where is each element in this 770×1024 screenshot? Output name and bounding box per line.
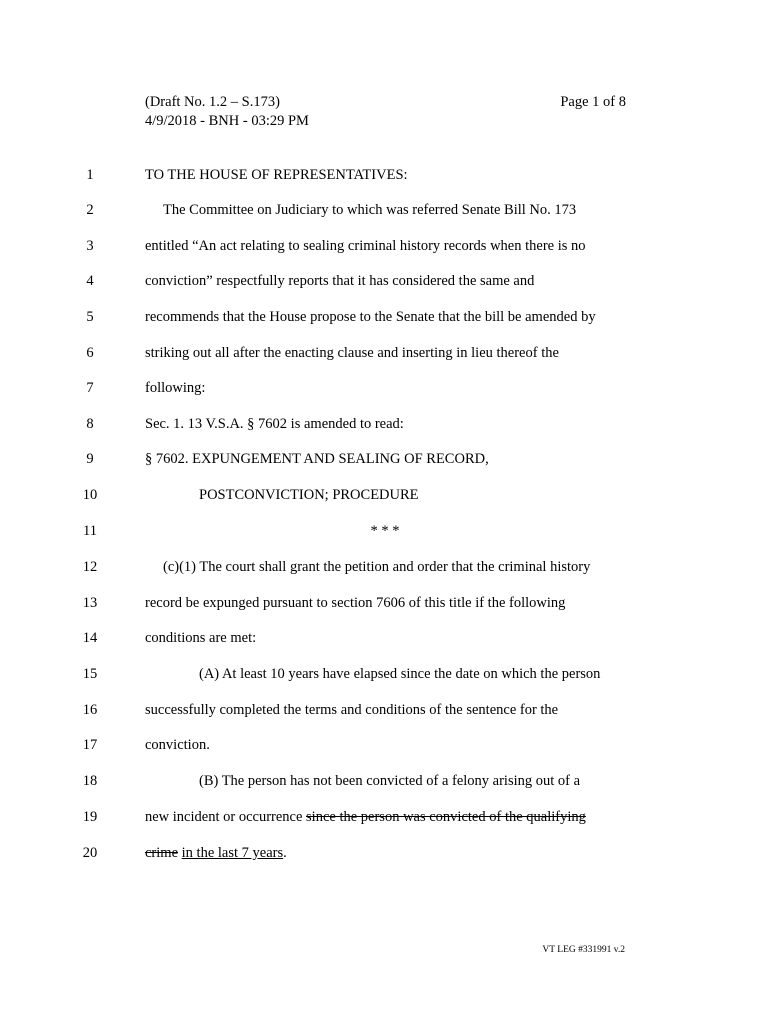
text-line bbox=[0, 771, 770, 791]
text-line bbox=[0, 343, 770, 363]
line-number: 17 bbox=[82, 737, 98, 753]
line-text: striking out all after the enacting clause and inserting in lieu thereof the bbox=[145, 345, 559, 361]
inserted-text: in the last 7 years bbox=[181, 845, 284, 861]
line-text: record be expunged pursuant to section 7606 of this title if the following bbox=[145, 595, 566, 611]
line-text: following: bbox=[145, 380, 206, 396]
text-line bbox=[0, 200, 770, 220]
line-number: 15 bbox=[82, 666, 98, 682]
draft-label: (Draft No. 1.2 – S.173) bbox=[145, 94, 280, 110]
draft-date: 4/9/2018 - BNH - 03:29 PM bbox=[145, 113, 309, 129]
text-line bbox=[0, 521, 770, 541]
text-line bbox=[0, 449, 770, 469]
section-separator: * * * bbox=[370, 523, 400, 539]
line-number: 6 bbox=[86, 345, 94, 361]
text-line bbox=[0, 485, 770, 505]
page-number: Page 1 of 8 bbox=[560, 94, 626, 110]
text-line bbox=[0, 307, 770, 327]
line-text: conditions are met: bbox=[145, 630, 257, 646]
line-text: (A) At least 10 years have elapsed since the date on which the person bbox=[199, 666, 601, 682]
line-text: Sec. 1. 13 V.S.A. § 7602 is amended to read: bbox=[145, 416, 404, 432]
text-line bbox=[0, 593, 770, 613]
line-number: 1 bbox=[86, 167, 94, 183]
struck-text: since the person was convicted of the qualifying bbox=[306, 809, 586, 825]
text-line bbox=[0, 378, 770, 398]
line-number: 2 bbox=[86, 202, 94, 218]
line-number: 4 bbox=[86, 273, 94, 289]
text-line bbox=[0, 557, 770, 577]
text-line bbox=[0, 807, 770, 827]
line-number: 18 bbox=[82, 773, 98, 789]
line-text: TO THE HOUSE OF REPRESENTATIVES: bbox=[145, 167, 408, 183]
line-text: successfully completed the terms and conditions of the sentence for the bbox=[145, 702, 559, 718]
line-number: 16 bbox=[82, 702, 98, 718]
line-text: § 7602. EXPUNGEMENT AND SEALING OF RECORD, bbox=[145, 451, 489, 467]
line-text bbox=[145, 807, 586, 827]
line-text-tail: . bbox=[283, 845, 287, 861]
line-text: The Committee on Judiciary to which was referred Senate Bill No. 173 bbox=[163, 202, 577, 218]
line-number: 8 bbox=[86, 416, 94, 432]
line-number: 20 bbox=[82, 845, 98, 861]
text-line bbox=[0, 843, 770, 863]
line-text-kept: new incident or occurrence bbox=[145, 809, 307, 825]
line-text: entitled “An act relating to sealing criminal history records when there is no bbox=[145, 238, 586, 254]
text-line bbox=[0, 271, 770, 291]
line-number: 10 bbox=[82, 487, 98, 503]
line-text: (c)(1) The court shall grant the petition and order that the criminal history bbox=[163, 559, 591, 575]
line-number: 19 bbox=[82, 809, 98, 825]
line-number: 13 bbox=[82, 595, 98, 611]
line-text: (B) The person has not been convicted of a felony arising out of a bbox=[199, 773, 581, 789]
text-line bbox=[0, 664, 770, 684]
line-number: 7 bbox=[86, 380, 94, 396]
text-line bbox=[0, 700, 770, 720]
line-text: conviction” respectfully reports that it has considered the same and bbox=[145, 273, 535, 289]
struck-text: crime bbox=[145, 845, 179, 861]
line-number: 12 bbox=[82, 559, 98, 575]
line-text: recommends that the House propose to the Senate that the bill be amended by bbox=[145, 309, 596, 325]
text-line bbox=[0, 735, 770, 755]
line-text: POSTCONVICTION; PROCEDURE bbox=[199, 487, 419, 503]
text-line bbox=[0, 628, 770, 648]
line-number: 5 bbox=[86, 309, 94, 325]
line-number: 14 bbox=[82, 630, 98, 646]
text-line bbox=[0, 165, 770, 185]
line-number: 3 bbox=[86, 238, 94, 254]
line-number: 11 bbox=[83, 523, 97, 539]
text-line bbox=[0, 236, 770, 256]
line-text bbox=[145, 843, 287, 863]
text-line bbox=[0, 414, 770, 434]
line-text: conviction. bbox=[145, 737, 210, 753]
document-id-footer: VT LEG #331991 v.2 bbox=[542, 945, 625, 955]
line-number: 9 bbox=[86, 451, 94, 467]
